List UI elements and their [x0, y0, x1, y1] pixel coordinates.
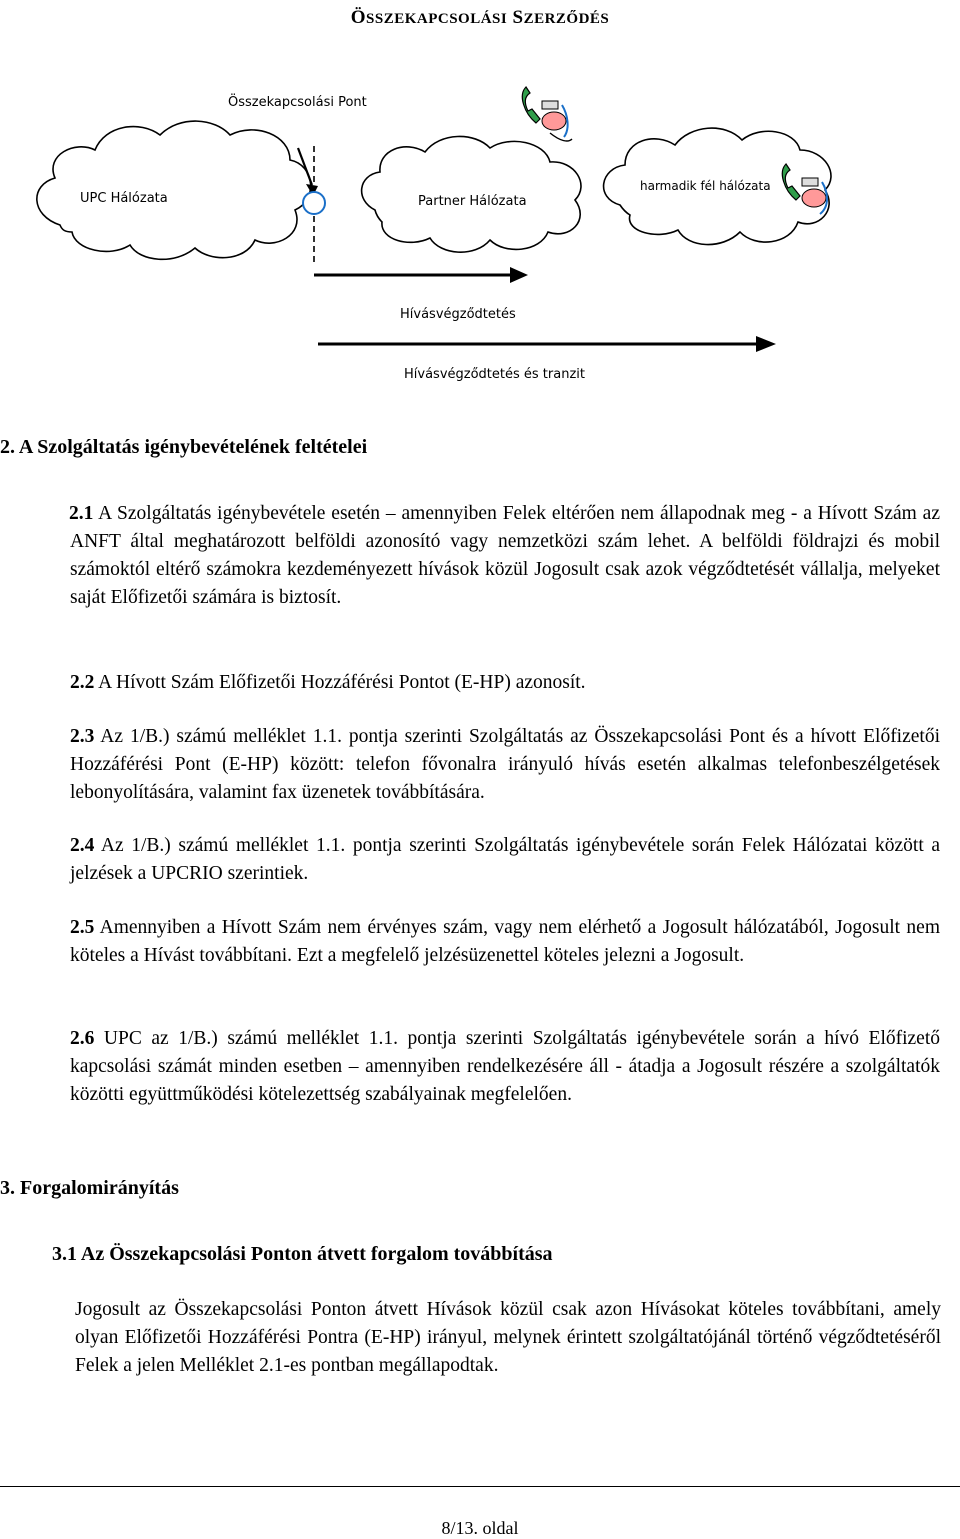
- paragraph-number: 2.5: [70, 917, 95, 938]
- paragraph-number: 2.2: [70, 672, 95, 693]
- upc-cloud: [37, 121, 311, 259]
- paragraph-text: A Hívott Szám Előfizetői Hozzáférési Pontot (E-HP) azonosít.: [94, 672, 586, 693]
- title-word-1: SSZEKAPCSOLÁSI: [366, 11, 508, 27]
- upc-network-label: UPC Hálózata: [80, 191, 168, 206]
- paragraph-2-2: [70, 669, 940, 697]
- partner-network-label: Partner Hálózata: [418, 194, 527, 209]
- paragraph-2-4: [70, 832, 940, 888]
- transit-label: Hívásvégződtetés és tranzit: [404, 367, 585, 382]
- document-title: [0, 7, 960, 29]
- paragraph-text: Az 1/B.) számú melléklet 1.1. pontja szerinti Szolgáltatás az Összekapcsolási Pont és a hívott Előfizetői Hozzáférési Pont (E-HP) között: telefon fővonalra irányuló hívás esetén alkalmas telefonbeszélgetések lebonyolítására, valamint fax üzenetek továbbítására.: [70, 726, 940, 803]
- interconnection-point-marker: [303, 192, 325, 214]
- page-number: 8/13. oldal: [441, 1518, 519, 1538]
- third-party-network-label: harmadik fél hálózata: [640, 179, 771, 193]
- section-3-heading: 3. Forgalomirányítás: [0, 1177, 179, 1199]
- transit-arrowhead: [756, 336, 776, 352]
- termination-label: Hívásvégződtetés: [400, 307, 516, 322]
- paragraph-text: A Szolgáltatás igénybevétele esetén – amennyiben Felek eltérően nem állapodnak meg - a Hívott Szám az ANFT által meghatározott belföldi azonosító vagy nemzetközi szám lehet. A belföldi földrajzi és mobil számoktól eltérő számokra kezdeményezett hívások közül Jogosult csak azok végződtetését vállalja, melyeket saját Előfizetői számára is biztosít.: [70, 503, 940, 608]
- footer-divider: [0, 1486, 960, 1487]
- phone-handset-icon: [522, 87, 572, 141]
- phone-handset-icon: [782, 164, 827, 214]
- title-initial: Ö: [350, 7, 367, 28]
- paragraph-2-1: [70, 500, 940, 612]
- interconnection-point-label: Összekapcsolási Pont: [228, 95, 367, 110]
- paragraph-text: Amennyiben a Hívott Szám nem érvényes szám, vagy nem elérhető a Jogosult hálózatából, Jogosult nem köteles a Hívást továbbítani. Ezt a megfelelő jelzésüzenettel köteles jelezni a Jogosult.: [70, 917, 940, 966]
- termination-arrowhead: [510, 267, 528, 283]
- paragraph-number: 2.3: [70, 726, 95, 747]
- poi-pointer-arrow: [298, 148, 312, 185]
- paragraph-2-6: [70, 1025, 940, 1109]
- title-initial-2: S: [512, 7, 524, 28]
- paragraph-text: Az 1/B.) számú melléklet 1.1. pontja szerinti Szolgáltatás igénybevétele során Felek Hálózatai között a jelzések a UPCRIO szerintiek.: [70, 835, 940, 884]
- paragraph-2-5: [70, 914, 940, 970]
- paragraph-2-3: [70, 723, 940, 807]
- paragraph-number: 2.1: [69, 503, 94, 524]
- title-word-2: ZERZŐDÉS: [523, 11, 610, 27]
- paragraph-3-1: Jogosult az Összekapcsolási Ponton átvett Hívások közül csak azon Hívásokat köteles továbbítani, amely olyan Előfizetői Hozzáférési Pontra (E-HP) irányul, melynek érintett szolgáltatójánál történő végződtetéséről Felek a jelen Melléklet 2.1-es pontban megállapodtak.: [75, 1299, 941, 1376]
- section-2-heading: 2. A Szolgáltatás igénybevételének feltételei: [0, 436, 368, 458]
- paragraph-text: UPC az 1/B.) számú melléklet 1.1. pontja szerinti Szolgáltatás igénybevétele során a hívó Előfizető kapcsolási számát minden esetben – amennyiben rendelkezésére áll - átadja a Jogosult részére a szolgáltatók közötti együttműködési kötelezettség szabályainak megfelelően.: [70, 1028, 940, 1105]
- paragraph-number: 2.6: [70, 1028, 95, 1049]
- network-diagram: [0, 70, 960, 390]
- paragraph-number: 2.4: [70, 835, 95, 856]
- section-3-1-heading: 3.1 Az Összekapcsolási Ponton átvett forgalom továbbítása: [52, 1243, 553, 1265]
